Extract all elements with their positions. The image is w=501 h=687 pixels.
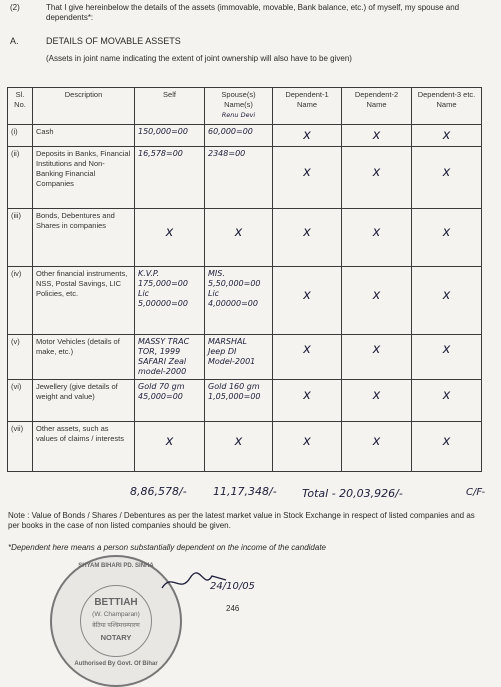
row-description: Bonds, Debentures and Shares in companies xyxy=(33,209,135,267)
cell-dependent-2-mark: x xyxy=(372,342,381,357)
cell-self-line: 150,000=00 xyxy=(138,127,188,136)
cell-dependent-3 xyxy=(412,422,482,472)
row-number: (i) xyxy=(8,125,33,147)
cell-dependent-1 xyxy=(273,209,342,267)
header-dependent-3: Dependent-3 etc. Name xyxy=(412,88,482,125)
cell-self xyxy=(135,267,205,335)
cell-dependent-3-mark: x xyxy=(442,388,451,403)
cell-spouse xyxy=(205,380,273,422)
cell-dependent-1-mark: x xyxy=(303,128,311,143)
cell-spouse xyxy=(205,209,273,267)
cell-dependent-1 xyxy=(273,380,342,422)
cell-dependent-2 xyxy=(342,335,412,380)
row-description: Cash xyxy=(33,125,135,147)
cell-self xyxy=(135,147,205,209)
header-spouse xyxy=(205,88,273,125)
header-self: Self xyxy=(135,88,205,125)
cell-self xyxy=(135,335,205,380)
cell-dependent-1 xyxy=(273,422,342,472)
section-title: DETAILS OF MOVABLE ASSETS xyxy=(46,36,181,46)
total-overall: Total - 20,03,926/- xyxy=(302,487,403,500)
stamp-city: BETTIAH xyxy=(94,597,138,608)
movable-assets-table xyxy=(7,87,482,472)
cell-dependent-1-mark: x xyxy=(303,434,311,449)
row-number: (ii) xyxy=(8,147,33,209)
note-dependent: *Dependent here means a person substantially dependent on the income of the candidate xyxy=(8,543,326,552)
cell-self-line: SAFARI Zeal xyxy=(138,357,187,366)
cell-self xyxy=(135,422,205,472)
row-number: (iii) xyxy=(8,209,33,267)
cell-dependent-3 xyxy=(412,267,482,335)
cell-spouse-line: Jeep DI xyxy=(208,347,237,356)
table-row xyxy=(8,267,482,335)
carry-forward: C/F- xyxy=(466,487,486,498)
stamp-date: 24/10/05 xyxy=(210,581,255,592)
cell-dependent-3 xyxy=(412,125,482,147)
cell-self xyxy=(135,125,205,147)
stamp-ring-text: SHYAM BIHARI PD. SINHA xyxy=(78,563,154,569)
cell-spouse-line: MIS. xyxy=(208,269,225,278)
row-description: Motor Vehicles (details of make, etc.) xyxy=(33,335,135,380)
cell-dependent-2-mark: x xyxy=(372,434,381,449)
spouse-name: Renu Devi xyxy=(221,111,256,119)
cell-self-line: 175,000=00 xyxy=(138,279,188,288)
cell-dependent-2-mark: x xyxy=(372,388,381,403)
cell-dependent-3 xyxy=(412,335,482,380)
cell-dependent-3 xyxy=(412,147,482,209)
stamp-local-script: बेतिया पश्चिमचम्पारण xyxy=(92,623,140,629)
item-number: (2) xyxy=(10,3,20,12)
cell-dependent-1-mark: x xyxy=(303,225,311,240)
cell-dependent-2-mark: x xyxy=(372,165,381,180)
cell-self-line: K.V.P. xyxy=(138,269,160,278)
cell-dependent-3-mark: x xyxy=(442,225,451,240)
section-note: (Assets in joint name indicating the extent of joint ownership will also have to be given) xyxy=(46,54,352,63)
row-number: (iv) xyxy=(8,267,33,335)
row-description: Deposits in Banks, Financial Institutions and Non-Banking Financial Companies xyxy=(33,147,135,209)
cell-dependent-3-mark: x xyxy=(442,288,451,303)
cell-self-line: 45,000=00 xyxy=(138,392,183,401)
cell-dependent-3 xyxy=(412,380,482,422)
cell-spouse xyxy=(205,422,273,472)
cell-spouse xyxy=(205,335,273,380)
cell-dependent-3-mark: x xyxy=(442,128,451,143)
cell-spouse-line: 1,05,000=00 xyxy=(208,392,261,401)
cell-dependent-2-mark: x xyxy=(372,288,381,303)
cell-spouse-line: Lic xyxy=(208,289,220,298)
cell-spouse-line: 60,000=00 xyxy=(208,127,253,136)
header-sl-no: Sl. No. xyxy=(8,88,33,125)
cell-dependent-2-mark: x xyxy=(372,128,381,143)
stamp-authority: Authorised By Govt. Of Bihar xyxy=(74,661,158,667)
cell-spouse-line: 4,00000=00 xyxy=(208,299,258,308)
cell-dependent-2 xyxy=(342,267,412,335)
cell-spouse-line: 2348=00 xyxy=(208,149,246,158)
intro-text: That I give hereinbelow the details of the assets (immovable, movable, Bank balance, etc.) of myself, my spouse and dependents*: xyxy=(46,3,460,22)
cell-dependent-2 xyxy=(342,380,412,422)
cell-self-line: x xyxy=(165,434,174,449)
row-description: Other assets, such as values of claims / interests xyxy=(33,422,135,472)
table-row xyxy=(8,147,482,209)
table-header-row xyxy=(8,88,482,125)
header-dependent-2: Dependent-2 Name xyxy=(342,88,412,125)
cell-dependent-1-mark: x xyxy=(303,288,311,303)
cell-dependent-1 xyxy=(273,335,342,380)
cell-dependent-3-mark: x xyxy=(442,165,451,180)
cell-dependent-2-mark: x xyxy=(372,225,381,240)
table-row xyxy=(8,125,482,147)
row-number: (vi) xyxy=(8,380,33,422)
table-row xyxy=(8,209,482,267)
cell-self xyxy=(135,209,205,267)
cell-spouse-line: Gold 160 gm xyxy=(208,382,260,391)
row-number: (vii) xyxy=(8,422,33,472)
cell-self-line: x xyxy=(165,225,174,240)
cell-self-line: model-2000 xyxy=(138,367,187,376)
cell-self xyxy=(135,380,205,422)
cell-self-line: 16,578=00 xyxy=(138,149,183,158)
header-spouse-label: Spouse(s) Name(s) xyxy=(221,90,256,109)
cell-dependent-2 xyxy=(342,422,412,472)
cell-dependent-1-mark: x xyxy=(303,165,311,180)
stamp-district: (W. Champaran) xyxy=(92,611,140,618)
cell-self-line: 5,00000=00 xyxy=(138,299,188,308)
cell-dependent-1-mark: x xyxy=(303,388,311,403)
row-number: (v) xyxy=(8,335,33,380)
table-row xyxy=(8,335,482,380)
table-row xyxy=(8,380,482,422)
cell-dependent-1-mark: x xyxy=(303,342,311,357)
header-description: Description xyxy=(33,88,135,125)
cell-self-line: Lic xyxy=(138,289,150,298)
cell-self-line: MASSY TRAC TOR, 1999 xyxy=(138,337,190,356)
total-self: 8,86,578/- xyxy=(130,485,187,498)
row-description: Jewellery (give details of weight and value) xyxy=(33,380,135,422)
row-description: Other financial instruments, NSS, Postal Savings, LIC Policies, etc. xyxy=(33,267,135,335)
page-number: 246 xyxy=(226,604,240,613)
cell-spouse xyxy=(205,267,273,335)
cell-dependent-2 xyxy=(342,209,412,267)
cell-dependent-3 xyxy=(412,209,482,267)
cell-spouse-line: x xyxy=(234,434,243,449)
cell-spouse xyxy=(205,147,273,209)
header-dependent-1: Dependent-1 Name xyxy=(273,88,342,125)
cell-spouse-line: Model-2001 xyxy=(208,357,256,366)
cell-dependent-3-mark: x xyxy=(442,434,451,449)
cell-spouse-line: x xyxy=(234,225,243,240)
cell-dependent-1 xyxy=(273,125,342,147)
cell-dependent-2 xyxy=(342,147,412,209)
note-valuation: Note : Value of Bonds / Shares / Debentures as per the latest market value in Stock Exchange in respect of listed companies and as per books in the case of non listed companies should be given. xyxy=(8,511,475,530)
section-letter: A. xyxy=(10,36,19,46)
cell-self-line: Gold 70 gm xyxy=(138,382,185,391)
cell-spouse-line: 5,50,000=00 xyxy=(208,279,261,288)
cell-dependent-1 xyxy=(273,147,342,209)
cell-dependent-2 xyxy=(342,125,412,147)
cell-spouse-line: MARSHAL xyxy=(208,337,247,346)
cell-dependent-1 xyxy=(273,267,342,335)
total-spouse: 11,17,348/- xyxy=(213,485,277,498)
cell-spouse xyxy=(205,125,273,147)
table-row xyxy=(8,422,482,472)
cell-dependent-3-mark: x xyxy=(442,342,451,357)
stamp-title: NOTARY xyxy=(100,633,132,642)
